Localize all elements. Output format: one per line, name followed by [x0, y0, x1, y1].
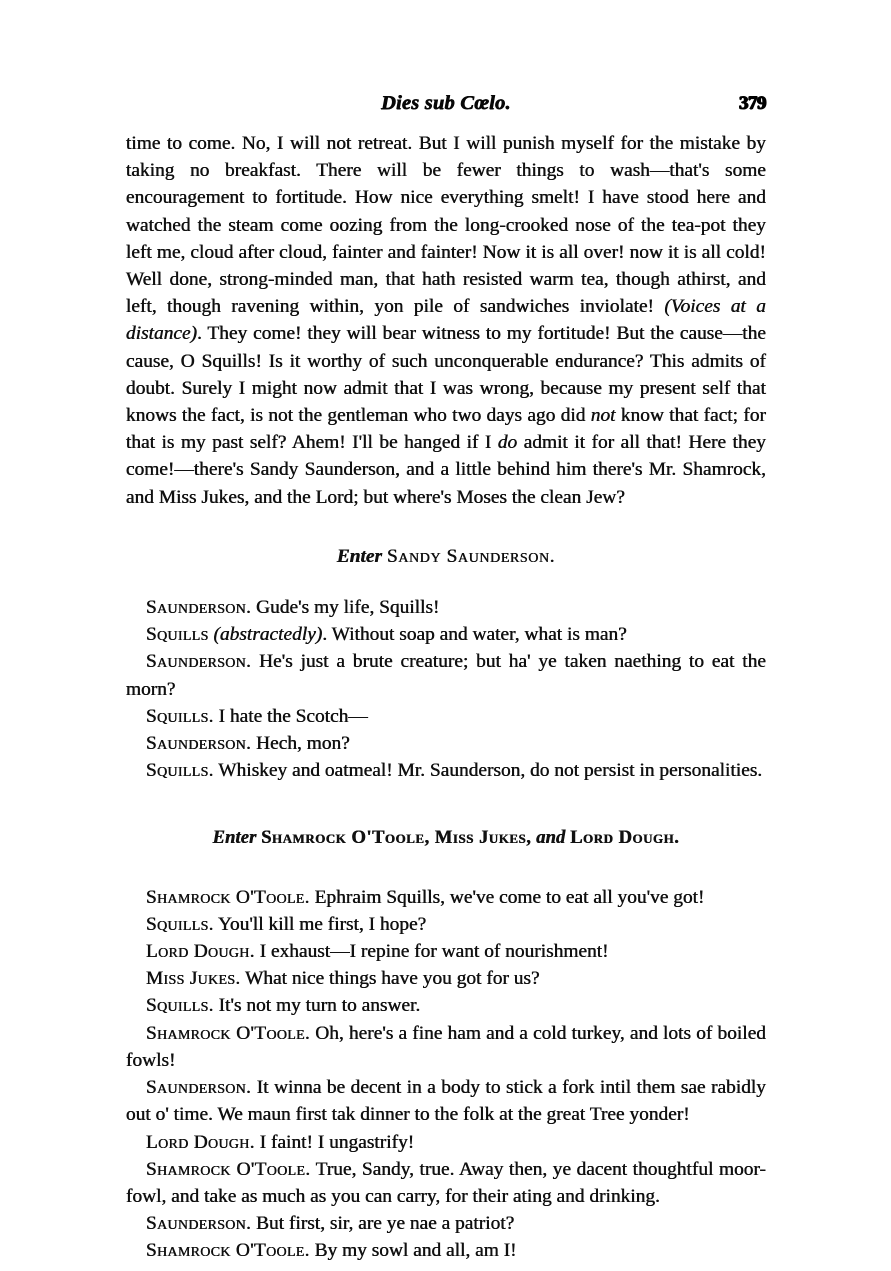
enter-word: Enter: [336, 545, 383, 567]
entering-character-names-after: Lord Dough.: [570, 827, 680, 849]
speech-line: [126, 594, 766, 621]
speaker-name: Squills.: [146, 705, 214, 727]
running-head: [126, 92, 766, 118]
speech-text: True, Sandy, true. Away then, ye dacent thoughtful moor-fowl, and take as much as you can carry, for their ating and drinking.: [126, 1158, 766, 1207]
speech-text: Whiskey and oatmeal! Mr. Saunderson, do not persist in personalities.: [213, 760, 763, 782]
conjunction-and: and: [536, 827, 566, 849]
speech-text: I hate the Scotch—: [213, 705, 368, 727]
speech-text: Ephraim Squills, we've come to eat all you've got!: [309, 886, 705, 908]
speech-line: [126, 1210, 766, 1237]
opening-paragraph: [126, 130, 766, 511]
running-head-title: Dies sub Cœlo.: [381, 92, 511, 114]
stage-direction-inline: (Voices at a distance): [126, 296, 766, 345]
enter-word: Enter: [212, 827, 257, 849]
speech-text: . Without soap and water, what is man?: [322, 624, 627, 646]
speech-line: [126, 992, 766, 1019]
entering-character-names: Sandy Saunderson.: [386, 545, 556, 567]
speaker-name: Squills.: [146, 995, 214, 1017]
spacer: [126, 784, 766, 824]
speaker-name: Shamrock O'Toole.: [146, 1158, 311, 1180]
speaker-name: Shamrock O'Toole.: [146, 1240, 310, 1262]
stage-direction-enter-sandy: [126, 543, 766, 570]
speaker-name: Saunderson.: [146, 597, 252, 619]
speech-line: [126, 1074, 766, 1128]
speaker-name: Saunderson.: [146, 733, 252, 755]
speech-line: [126, 730, 766, 757]
speech-stage-direction: (abstractedly): [213, 624, 323, 646]
speaker-name: Shamrock O'Toole.: [146, 1022, 311, 1044]
stage-direction-enter-shamrock: [126, 824, 766, 851]
paragraph-text-part-1: time to come. No, I will not retreat. But I will punish myself for the mistake by taking no breakfast. There will be fewer things to wash—that's some encouragement to fortitude. How nice everything smelt! I have stood here and watched the steam come oozing from the long-crooked nose of the tea-pot they left me, cloud after cloud, fainter and fainter! Now it is all over! now it is all cold! Well done, strong-minded man, that hath resisted warm tea, though athirst, and left, though ravening within, yon pile of sandwiches inviolate!: [126, 133, 766, 318]
speaker-name: Miss Jukes.: [146, 968, 241, 990]
speaker-name: Squills: [146, 624, 209, 646]
speech-line: [126, 757, 766, 784]
emphasis-not: not: [590, 405, 616, 427]
speaker-name: Lord Dough.: [146, 1131, 255, 1153]
speech-text: It's not my turn to answer.: [213, 995, 421, 1017]
speech-text: Oh, here's a fine ham and a cold turkey, and lots of boiled fowls!: [126, 1022, 766, 1071]
speech-text: It winna be decent in a body to stick a fork intil them sae rabidly out o' time. We maun first tak dinner to the folk at the great Tree yonder!: [126, 1077, 766, 1126]
speech-line: [126, 965, 766, 992]
speaker-name: Squills.: [146, 760, 214, 782]
speaker-name: Saunderson.: [146, 1077, 252, 1099]
speaker-name: Lord Dough.: [146, 941, 255, 963]
speech-line: [126, 648, 766, 702]
speech-text: I exhaust—I repine for want of nourishment!: [254, 941, 609, 963]
speech-line: [126, 1237, 766, 1264]
speaker-name: Shamrock O'Toole.: [146, 886, 310, 908]
speech-line: [126, 911, 766, 938]
speech-line: [126, 1020, 766, 1074]
paragraph-text-part-4: admit it for all that! Here they come!—there's Sandy Saunderson, and a little behind him there's Mr. Shamrock, and Miss Jukes, and the Lord; but where's Moses the clean Jew?: [126, 432, 766, 508]
speech-text: Gude's my life, Squills!: [251, 597, 440, 619]
speech-line: [126, 938, 766, 965]
speech-text: I faint! I ungastrify!: [254, 1131, 415, 1153]
speech-text: He's just a brute creature; but ha' ye taken naething to eat the morn?: [126, 651, 766, 700]
emphasis-do: do: [497, 432, 518, 454]
entering-character-names-before: Shamrock O'Toole, Miss Jukes,: [261, 827, 532, 849]
main-text-column: [126, 130, 766, 1265]
spacer: [126, 852, 766, 884]
spacer: [126, 570, 766, 594]
speech-line: [126, 621, 766, 648]
speech-text: Hech, mon?: [251, 733, 350, 755]
speech-text: You'll kill me first, I hope?: [213, 913, 427, 935]
speech-text: By my sowl and all, am I!: [309, 1240, 517, 1262]
speech-line: [126, 703, 766, 730]
paragraph-text-part-3: know that fact; for that is my past self? Ahem! I'll be hanged if I: [126, 405, 766, 454]
dialogue-block-second: [126, 884, 766, 1265]
speech-line: [126, 1129, 766, 1156]
dialogue-block-first: [126, 594, 766, 784]
speech-line: [126, 884, 766, 911]
speaker-name: Saunderson.: [146, 1213, 252, 1235]
paragraph-text-part-2: . They come! they will bear witness to my fortitude! But the cause—the cause, O Squills! Is it worthy of such unconquerable endurance? This admits of doubt. Surely I might now admit that I was wrong, because my present self that knows the fact, is not the gentleman who two days ago did: [126, 323, 766, 427]
speech-line: [126, 1156, 766, 1210]
speech-text: But first, sir, are ye nae a patriot?: [251, 1213, 515, 1235]
spacer: [126, 511, 766, 543]
page-number: 379: [739, 93, 766, 114]
speaker-name: Saunderson.: [146, 651, 252, 673]
speaker-name: Squills.: [146, 913, 214, 935]
speech-text: What nice things have you got for us?: [240, 968, 540, 990]
